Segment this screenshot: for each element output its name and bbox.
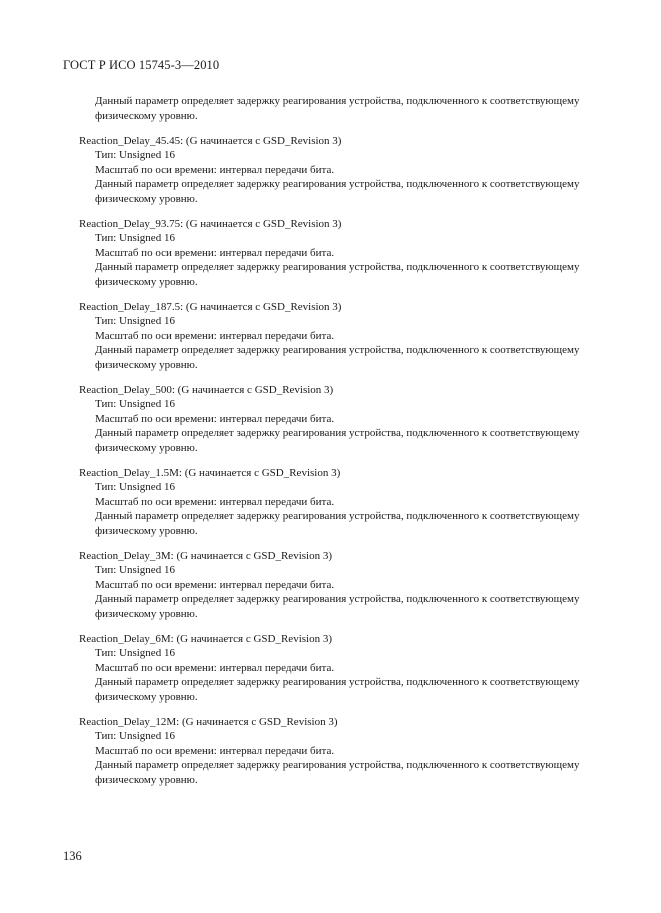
parameter-description-line-1: Данный параметр определяет задержку реагирования устройства, подключенного к соответствующему [95, 593, 580, 605]
parameter-entry [63, 549, 623, 622]
parameter-entry [63, 715, 623, 788]
parameter-title: Reaction_Delay_12M: (G начинается с GSD_Revision 3) [79, 715, 338, 728]
parameter-entry [63, 466, 623, 539]
parameter-description-line-2: физическому уровню. [95, 607, 198, 620]
intro-line-1: Данный параметр определяет задержку реагирования устройства, подключенного к соответствующему [95, 95, 580, 107]
parameter-entry [63, 632, 623, 705]
parameter-description-line-1: Данный параметр определяет задержку реагирования устройства, подключенного к соответствующему [95, 344, 580, 356]
parameter-description-line-2: физическому уровню. [95, 524, 198, 537]
parameter-scale: Масштаб по оси времени: интервал передачи бита. [95, 744, 335, 757]
parameter-title: Reaction_Delay_500: (G начинается с GSD_Revision 3) [79, 383, 334, 396]
intro-paragraph [63, 94, 623, 123]
parameter-description-line-1: Данный параметр определяет задержку реагирования устройства, подключенного к соответствующему [95, 510, 580, 522]
parameter-scale: Масштаб по оси времени: интервал передачи бита. [95, 495, 335, 508]
parameter-description-line-2: физическому уровню. [95, 192, 198, 205]
document-body [63, 94, 623, 787]
parameter-entry [63, 300, 623, 373]
document-header: ГОСТ Р ИСО 15745-3—2010 [63, 58, 220, 72]
parameter-type: Тип: Unsigned 16 [95, 315, 175, 327]
parameter-description-line-1: Данный параметр определяет задержку реагирования устройства, подключенного к соответствующему [95, 178, 580, 190]
parameter-title: Reaction_Delay_1.5M: (G начинается с GSD_Revision 3) [79, 466, 341, 479]
parameter-scale: Масштаб по оси времени: интервал передачи бита. [95, 661, 335, 674]
parameter-description-line-2: физическому уровню. [95, 441, 198, 454]
parameter-scale: Масштаб по оси времени: интервал передачи бита. [95, 578, 335, 591]
parameter-scale: Масштаб по оси времени: интервал передачи бита. [95, 246, 335, 259]
parameter-type: Тип: Unsigned 16 [95, 647, 175, 659]
parameter-description-line-1: Данный параметр определяет задержку реагирования устройства, подключенного к соответствующему [95, 427, 580, 439]
parameter-description-line-1: Данный параметр определяет задержку реагирования устройства, подключенного к соответствующему [95, 261, 580, 273]
parameter-description-line-2: физическому уровню. [95, 773, 198, 786]
parameter-entry [63, 383, 623, 456]
intro-line-2: физическому уровню. [95, 109, 198, 122]
parameter-type: Тип: Unsigned 16 [95, 398, 175, 410]
parameter-type: Тип: Unsigned 16 [95, 730, 175, 742]
parameter-type: Тип: Unsigned 16 [95, 481, 175, 493]
parameter-title: Reaction_Delay_93.75: (G начинается с GSD_Revision 3) [79, 217, 342, 230]
parameter-title: Reaction_Delay_3M: (G начинается с GSD_Revision 3) [79, 549, 332, 562]
parameter-entry [63, 217, 623, 290]
parameter-entry [63, 134, 623, 207]
parameter-description-line-1: Данный параметр определяет задержку реагирования устройства, подключенного к соответствующему [95, 676, 580, 688]
parameter-type: Тип: Unsigned 16 [95, 232, 175, 244]
parameter-list [63, 134, 623, 788]
parameter-description-line-2: физическому уровню. [95, 275, 198, 288]
parameter-scale: Масштаб по оси времени: интервал передачи бита. [95, 329, 335, 342]
parameter-scale: Масштаб по оси времени: интервал передачи бита. [95, 412, 335, 425]
parameter-type: Тип: Unsigned 16 [95, 564, 175, 576]
parameter-type: Тип: Unsigned 16 [95, 149, 175, 161]
page-number: 136 [63, 849, 82, 863]
parameter-title: Reaction_Delay_187.5: (G начинается с GSD_Revision 3) [79, 300, 342, 313]
parameter-description-line-2: физическому уровню. [95, 690, 198, 703]
parameter-description-line-2: физическому уровню. [95, 358, 198, 371]
parameter-scale: Масштаб по оси времени: интервал передачи бита. [95, 163, 335, 176]
parameter-title: Reaction_Delay_6M: (G начинается с GSD_Revision 3) [79, 632, 332, 645]
parameter-description-line-1: Данный параметр определяет задержку реагирования устройства, подключенного к соответствующему [95, 759, 580, 771]
parameter-title: Reaction_Delay_45.45: (G начинается с GSD_Revision 3) [79, 134, 342, 147]
